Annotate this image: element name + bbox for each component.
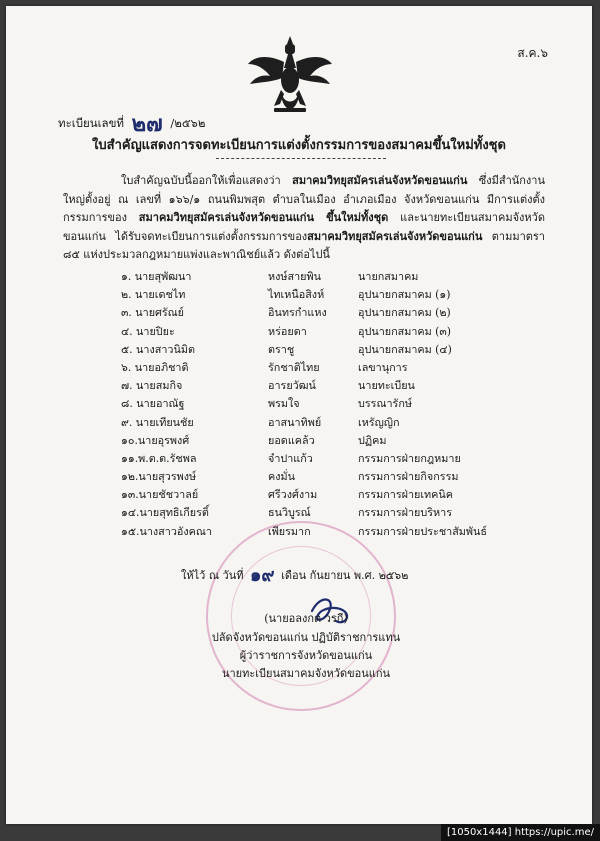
member-surname: หร่อยดา bbox=[268, 324, 307, 338]
member-surname: อารยวัฒน์ bbox=[268, 379, 316, 393]
member-row bbox=[121, 286, 558, 304]
member-surname: เพียรมาก bbox=[268, 524, 311, 538]
member-name: ๑๐.นายอุรพงศ์ bbox=[121, 433, 190, 447]
member-surname: ยอดแคล้ว bbox=[268, 433, 315, 447]
member-name: ๓. นายศรัณย์ bbox=[121, 306, 185, 320]
association-name-1: สมาคมวิทยุสมัครเล่นจังหวัดขอนแก่น bbox=[292, 174, 468, 187]
member-row bbox=[121, 468, 558, 486]
member-surname: พรมใจ bbox=[268, 397, 300, 411]
member-name: ๑๒.นายสุวรพงษ์ bbox=[121, 470, 197, 484]
registration-year: /๒๕๖๒ bbox=[170, 116, 206, 130]
document-title: ใบสำคัญแสดงการจดทะเบียนการแต่งตั้งกรรมการของสมาคมขึ้นใหม่ทั้งชุด bbox=[92, 138, 506, 153]
member-surname: ไทเหนือสิงห์ bbox=[268, 288, 325, 302]
member-row bbox=[121, 486, 558, 504]
association-name-3: สมาคมวิทยุสมัครเล่นจังหวัดขอนแก่น bbox=[307, 229, 483, 243]
member-position: ปฏิคม bbox=[358, 433, 387, 447]
member-name: ๑๕.นางสาวอังคณา bbox=[121, 524, 212, 538]
member-name: ๘. นายอาณัฐ bbox=[121, 397, 185, 411]
member-name: ๖. นายอภิชาติ bbox=[121, 360, 189, 374]
member-name: ๙. นายเทียนชัย bbox=[121, 415, 194, 429]
signatory-title-2: ผู้ว่าราชการจังหวัดขอนแก่น bbox=[239, 649, 373, 662]
member-row bbox=[121, 504, 558, 522]
member-row bbox=[121, 323, 558, 341]
signatory-title-1: ปลัดจังหวัดขอนแก่น ปฏิบัติราชการแทน bbox=[211, 631, 401, 644]
registration-number: ๒๗ bbox=[131, 112, 163, 137]
member-position: กรรมการฝ่ายกิจกรรม bbox=[358, 470, 459, 484]
member-name: ๑๔.นายสุทธิเกียรติ์ bbox=[121, 506, 209, 520]
issue-date-line bbox=[181, 558, 408, 587]
member-name: ๗. นายสมกิจ bbox=[121, 379, 183, 393]
member-surname: ธนวิบูรณ์ bbox=[268, 506, 311, 520]
association-name-2: สมาคมวิทยุสมัครเล่นจังหวัดขอนแก่น ขึ้นใหม่ทั้งชุด bbox=[138, 211, 389, 225]
member-position: บรรณารักษ์ bbox=[358, 397, 412, 411]
member-surname: หงษ์สายพิน bbox=[268, 270, 321, 283]
member-row bbox=[121, 450, 558, 468]
member-position: นายกสมาคม bbox=[358, 270, 419, 283]
issue-day: ๑๙ bbox=[249, 565, 275, 586]
member-row bbox=[121, 268, 558, 286]
member-row bbox=[121, 432, 558, 450]
body-part-2: ซึ่งมีสำนักงานใหญ่ตั้งอยู่ ณ เลขที่ ๑๖๖/๑ ถนนพิมพสุต ตำบลในเมือง อำเภอเมือง จังหวัดขอนแก่น มีการแต่งตั้งกรรมการของ bbox=[63, 174, 545, 225]
member-name: ๑๑.พ.ต.ต.รัชพล bbox=[121, 451, 197, 465]
body-paragraph bbox=[63, 172, 545, 265]
member-row bbox=[121, 304, 558, 322]
member-position: อุปนายกสมาคม (๒) bbox=[358, 306, 451, 320]
body-part-1: ใบสำคัญฉบับนี้ออกให้เพื่อแสดงว่า bbox=[121, 174, 293, 187]
member-surname: อาสนาทิพย์ bbox=[268, 415, 322, 429]
member-position: อุปนายกสมาคม (๔) bbox=[358, 342, 452, 356]
member-row bbox=[121, 414, 558, 432]
garuda-emblem-icon bbox=[244, 34, 336, 116]
member-position: เลขานุการ bbox=[358, 360, 408, 374]
member-row bbox=[121, 341, 558, 359]
member-name: ๑๓.นายชัชวาลย์ bbox=[121, 488, 199, 502]
member-position: กรรมการฝ่ายกฎหมาย bbox=[358, 451, 461, 465]
members-list bbox=[121, 268, 558, 541]
body-part-3: และนายทะเบียนสมาคมจังหวัดขอนแก่น ได้รับจดทะเบียนการแต่งตั้งกรรมการของ bbox=[63, 211, 545, 243]
member-surname: คงมั่น bbox=[268, 470, 295, 484]
member-surname: ตราชู bbox=[268, 342, 295, 356]
member-row bbox=[121, 359, 558, 377]
member-position: อุปนายกสมาคม (๓) bbox=[358, 324, 451, 338]
body-part-4: ตามมาตรา ๘๕ แห่งประมวลกฎหมายแพ่งและพาณิชย์แล้ว ดังต่อไปนี้ bbox=[63, 229, 545, 262]
form-code: ส.ค.๖ bbox=[517, 46, 548, 60]
signatory-title-3: นายทะเบียนสมาคมจังหวัดขอนแก่น bbox=[221, 667, 391, 680]
member-name: ๒. นายเดชไท bbox=[121, 288, 186, 302]
signatory-name: (นายอลงกต วรกี) bbox=[264, 612, 348, 625]
member-row bbox=[121, 377, 558, 395]
member-name: ๕. นางสาวนิมิต bbox=[121, 342, 195, 356]
issue-month-year: เดือน กันยายน พ.ศ. ๒๕๖๒ bbox=[281, 569, 409, 582]
registration-label: ทะเบียนเลขที่ bbox=[58, 116, 125, 130]
member-position: กรรมการฝ่ายบริหาร bbox=[358, 506, 452, 520]
member-surname: รักชาติไทย bbox=[268, 360, 320, 374]
member-position: อุปนายกสมาคม (๑) bbox=[358, 288, 451, 302]
member-position: นายทะเบียน bbox=[358, 379, 415, 393]
member-position: กรรมการฝ่ายเทคนิค bbox=[358, 488, 453, 502]
member-position: เหรัญญิก bbox=[358, 415, 400, 429]
registration-line bbox=[58, 102, 205, 137]
member-surname: ศรีวงศ์งาม bbox=[268, 488, 318, 502]
member-name: ๔. นายปิยะ bbox=[121, 324, 175, 338]
member-surname: จำปาแก้ว bbox=[268, 451, 313, 465]
member-name: ๑. นายสุพัฒนา bbox=[121, 270, 192, 283]
title-underline bbox=[216, 158, 386, 159]
document-page bbox=[6, 6, 592, 824]
image-host-watermark: [1050x1444] https://upic.me/ bbox=[441, 824, 600, 841]
member-position: กรรมการฝ่ายประชาสัมพันธ์ bbox=[358, 524, 488, 538]
member-row bbox=[121, 395, 558, 413]
member-surname: อินทรกำแหง bbox=[268, 306, 327, 320]
issue-date-prefix: ให้ไว้ ณ วันที่ bbox=[181, 569, 244, 582]
